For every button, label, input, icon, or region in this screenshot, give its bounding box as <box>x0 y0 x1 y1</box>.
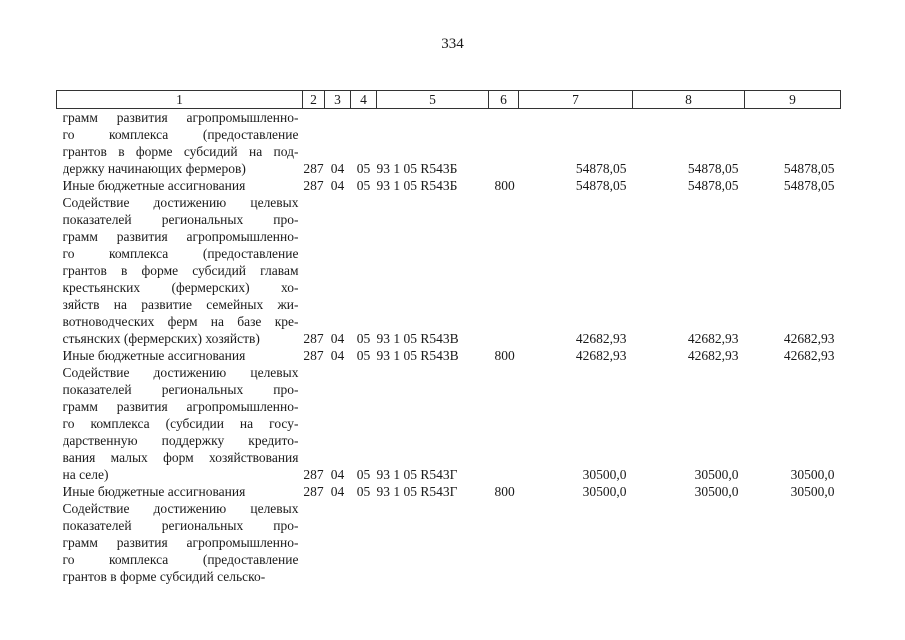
description-line: грантов в форме субсидий сельско- <box>62 569 266 584</box>
row-description <box>57 177 303 194</box>
description-line: на селе) <box>62 467 109 482</box>
cell-c3: 04 <box>330 484 345 499</box>
cell-c5 <box>377 500 489 585</box>
cell-c9 <box>745 500 841 585</box>
cell-c6: 800 <box>494 178 515 193</box>
cell-c9: 42682,93 <box>783 348 835 363</box>
header-col-1: 1 <box>57 91 303 109</box>
header-col-3: 3 <box>325 91 351 109</box>
description-line: грантов в форме субсидий на под- <box>62 144 299 159</box>
description-line: Содействие достижению целевых <box>62 501 299 516</box>
cell-c5: 93 1 05 R543Г <box>376 484 458 499</box>
description-line: грамм развития агропромышленно- <box>62 110 299 125</box>
row-description <box>57 483 303 500</box>
description-line: грамм развития агропромышленно- <box>62 399 299 414</box>
table-row <box>57 194 841 347</box>
description-line: показателей региональных про- <box>62 212 299 227</box>
table-row <box>57 364 841 483</box>
cell-c2: 287 <box>303 467 324 482</box>
description-line: крестьянских (фермерских) хо- <box>62 280 299 295</box>
cell-c4: 05 <box>356 467 371 482</box>
cell-c2: 287 <box>303 484 324 499</box>
cell-c6 <box>489 194 519 347</box>
cell-c9: 30500,0 <box>790 467 835 482</box>
cell-c6 <box>489 364 519 483</box>
description-line: го комплекса (субсидии на госу- <box>62 416 299 431</box>
description-line: показателей региональных про- <box>62 518 299 533</box>
cell-c5: 93 1 05 R543Г <box>376 467 458 482</box>
header-row <box>57 91 841 109</box>
cell-c9: 54878,05 <box>783 161 835 176</box>
table-row <box>57 177 841 194</box>
row-description <box>57 364 303 483</box>
description-line: зяйств на развитие семейных жи- <box>62 297 299 312</box>
description-line: Иные бюджетные ассигнования <box>62 348 246 363</box>
cell-c7: 54878,05 <box>575 178 627 193</box>
description-line: вания малых форм хозяйствования <box>62 450 299 465</box>
description-line: держку начинающих фермеров) <box>62 161 246 176</box>
cell-c5: 93 1 05 R543В <box>376 348 459 363</box>
cell-c6 <box>489 500 519 585</box>
cell-c4 <box>351 500 377 585</box>
cell-c3: 04 <box>330 348 345 363</box>
cell-c9: 30500,0 <box>790 484 835 499</box>
table-row <box>57 500 841 585</box>
cell-c7: 42682,93 <box>575 331 627 346</box>
cell-c3: 04 <box>330 467 345 482</box>
header-col-4: 4 <box>351 91 377 109</box>
description-line: го комплекса (предоставление <box>62 246 299 261</box>
cell-c4: 05 <box>356 484 371 499</box>
header-col-7: 7 <box>519 91 633 109</box>
budget-table <box>56 90 841 585</box>
description-line: Иные бюджетные ассигнования <box>62 178 246 193</box>
cell-c8: 54878,05 <box>687 178 739 193</box>
description-line: Содействие достижению целевых <box>62 365 299 380</box>
cell-c8: 54878,05 <box>687 161 739 176</box>
cell-c3: 04 <box>330 178 345 193</box>
cell-c4: 05 <box>356 331 371 346</box>
cell-c8: 30500,0 <box>694 467 739 482</box>
description-line: грантов в форме субсидий главам <box>62 263 299 278</box>
cell-c2: 287 <box>303 331 324 346</box>
header-col-6: 6 <box>489 91 519 109</box>
cell-c7: 54878,05 <box>575 161 627 176</box>
cell-c8: 30500,0 <box>694 484 739 499</box>
cell-c8 <box>633 500 745 585</box>
cell-c7: 30500,0 <box>582 484 627 499</box>
description-line: грамм развития агропромышленно- <box>62 229 299 244</box>
table-row <box>57 483 841 500</box>
cell-c2: 287 <box>303 178 324 193</box>
description-line: показателей региональных про- <box>62 382 299 397</box>
description-line: го комплекса (предоставление <box>62 127 299 142</box>
table-row <box>57 109 841 178</box>
cell-c2 <box>303 500 325 585</box>
description-line: стьянских (фермерских) хозяйств) <box>62 331 260 346</box>
header-col-8: 8 <box>633 91 745 109</box>
description-line: Иные бюджетные ассигнования <box>62 484 246 499</box>
row-description <box>57 500 303 585</box>
cell-c3: 04 <box>330 161 345 176</box>
row-description <box>57 347 303 364</box>
header-col-5: 5 <box>377 91 489 109</box>
description-line: дарственную поддержку кредито- <box>62 433 299 448</box>
cell-c2: 287 <box>303 161 324 176</box>
cell-c6: 800 <box>494 484 515 499</box>
cell-c2: 287 <box>303 348 324 363</box>
table-body <box>57 109 841 586</box>
cell-c3 <box>325 500 351 585</box>
description-line: Содействие достижению целевых <box>62 195 299 210</box>
cell-c8: 42682,93 <box>687 348 739 363</box>
cell-c5: 93 1 05 R543Б <box>376 161 458 176</box>
cell-c3: 04 <box>330 331 345 346</box>
row-description <box>57 194 303 347</box>
description-line: го комплекса (предоставление <box>62 552 299 567</box>
cell-c9: 42682,93 <box>783 331 835 346</box>
description-line: вотноводческих ферм на базе кре- <box>62 314 299 329</box>
row-description <box>57 109 303 178</box>
cell-c7 <box>519 500 633 585</box>
cell-c4: 05 <box>356 178 371 193</box>
cell-c9: 54878,05 <box>783 178 835 193</box>
cell-c7: 30500,0 <box>582 467 627 482</box>
cell-c4: 05 <box>356 348 371 363</box>
cell-c8: 42682,93 <box>687 331 739 346</box>
table-row <box>57 347 841 364</box>
description-line: грамм развития агропромышленно- <box>62 535 299 550</box>
cell-c5: 93 1 05 R543В <box>376 331 459 346</box>
cell-c7: 42682,93 <box>575 348 627 363</box>
cell-c5: 93 1 05 R543Б <box>376 178 458 193</box>
header-col-9: 9 <box>745 91 841 109</box>
cell-c4: 05 <box>356 161 371 176</box>
header-col-2: 2 <box>303 91 325 109</box>
page-number: 334 <box>441 36 464 52</box>
cell-c6 <box>489 109 519 178</box>
cell-c6: 800 <box>494 348 515 363</box>
